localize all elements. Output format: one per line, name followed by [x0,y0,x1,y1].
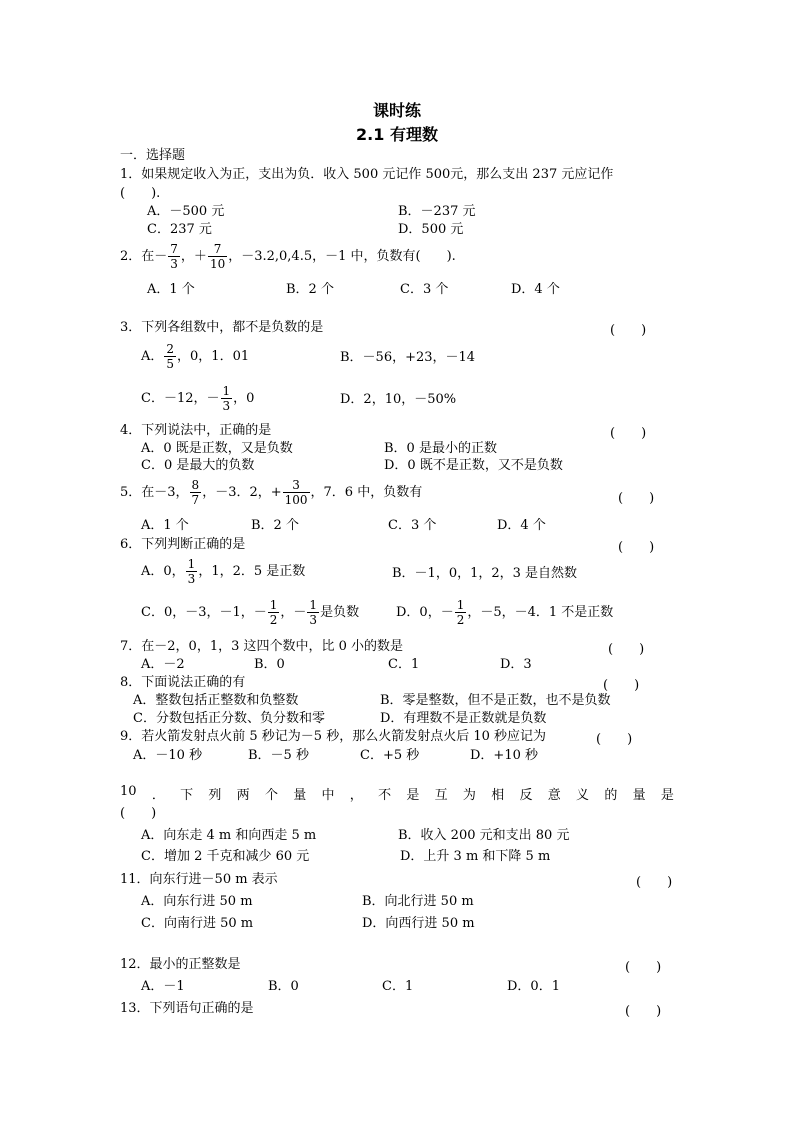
q3-option-b: B．－56，+23，－14 [340,350,476,365]
page-title: 课时练 [372,101,421,120]
fraction: $\frac{8}{7}$ [191,478,200,507]
q2-option-a: A．1 个 [147,282,195,297]
fraction: $\frac{1}{2}$ [269,598,278,627]
q13-stem: 13．下列语句正确的是 [120,1001,254,1016]
q1-option-b: B．－237 元 [398,204,476,219]
q5-option-a: A．1 个 [141,518,189,533]
fraction: $\frac{7}{3}$ [170,242,178,271]
q9-option-c: C．+5 秒 [360,748,420,763]
q12-option-c: C．1 [382,979,414,994]
q10-stem-char: ， [349,788,363,803]
q5-option-d: D．4 个 [497,518,546,533]
q12-stem: 12．最小的正整数是 [120,957,241,972]
q3-option-c: C．－12，－ $\frac{1}{3}$ ，0 [141,384,255,413]
q10-stem [120,784,674,803]
fraction: $\frac{2}{5}$ [166,342,175,371]
q10-stem-char: 下 [180,788,194,803]
q10-stem-char: 中 [321,788,335,803]
q1-option-a: A．－500 元 [147,204,225,219]
q4-option-a: A．0 既是正数，又是负数 [141,441,293,456]
q2-stem: 2．在－ $\frac{7}{3}$ ，＋ $\frac{7}{10}$ ，－3.2,0,4.5，－1 中，负数有( ). [120,242,456,271]
q12-option-d: D．0．1 [507,979,560,994]
fraction: $\frac{3}{100}$ [284,478,308,507]
q9-stem: 9．若火箭发射点火前 5 秒记为－5 秒，那么火箭发射点火后 10 秒应记为 [120,729,547,744]
q3-stem: 3．下列各组数中，都不是负数的是 [120,320,324,335]
q6-stem: 6．下列判断正确的是 [120,537,246,552]
q12-option-a: A．－1 [141,979,185,994]
q10-stem-char: 量 [632,788,646,803]
fraction: $\frac{1}{3}$ [309,598,318,627]
q10-stem-char: 不 [378,788,392,803]
q2-option-b: B．2 个 [286,282,334,297]
q12-option-b: B．0 [268,979,299,994]
q7-paren: ( ) [608,642,645,657]
q5-option-b: B．2 个 [251,518,299,533]
q8-option-b: B．零是整数，但不是正数，也不是负数 [380,693,611,708]
page-subtitle: 2.1 有理数 [356,125,438,144]
q1-option-c: C．237 元 [147,222,212,237]
q8-stem: 8．下面说法正确的有 [120,675,246,690]
q7-option-c: C．1 [388,657,420,672]
q10-stem-char: 量 [293,788,307,803]
q8-option-d: D．有理数不是正数就是负数 [380,711,547,726]
q11-option-b: B．向北行进 50 m [362,894,474,909]
q4-paren: ( ) [610,426,647,441]
q7-option-b: B．0 [254,657,285,672]
q11-option-d: D．向西行进 50 m [362,916,475,931]
q5-option-c: C．3 个 [388,518,437,533]
q10-option-c: C．增加 2 千克和减少 60 元 [141,849,310,864]
q4-option-c: C．0 是最大的负数 [141,458,255,473]
q2-option-c: C．3 个 [400,282,449,297]
q7-option-a: A．－2 [141,657,185,672]
q10-stem-char: 是 [406,788,420,803]
q10-stem-char: 的 [604,788,618,803]
q2-option-d: D．4 个 [511,282,560,297]
q9-option-d: D．+10 秒 [470,748,538,763]
q13-paren: ( ) [625,1004,662,1019]
q10-stem-char: ． [151,788,165,803]
q12-paren: ( ) [625,960,662,975]
q11-stem: 11．向东行进－50 m 表示 [120,872,278,887]
q6-option-a: A．0， $\frac{1}{3}$ ，1，2．5 是正数 [141,557,306,586]
q10-stem-char: 个 [264,788,278,803]
q4-option-d: D．0 既不是正数，又不是负数 [384,458,563,473]
q10-stem-char: 为 [462,788,476,803]
q9-paren: ( ) [596,732,633,747]
q4-option-b: B．0 是最小的正数 [384,441,497,456]
q10-option-a: A．向东走 4 m 和向西走 5 m [141,828,317,843]
q9-option-b: B．－5 秒 [248,748,309,763]
q11-paren: ( ) [636,875,673,890]
q7-stem: 7．在－2，0，1，3 这四个数中，比 0 小的数是 [120,639,404,654]
q1-stem: 1．如果规定收入为正，支出为负．收入 500 元记作 500元，那么支出 237 元应记作 [120,167,614,182]
q6-option-c: C．0，－3，－1，－ $\frac{1}{2}$ ，－ $\frac{1}{3}$ 是负数 [141,598,360,627]
q7-option-d: D．3 [500,657,532,672]
q4-stem: 4．下列说法中，正确的是 [120,423,272,438]
q1-option-d: D．500 元 [398,222,464,237]
q3-option-d: D．2，10，－50% [340,392,457,407]
q8-paren: ( ) [603,678,640,693]
q10-stem-char: 两 [236,788,250,803]
q8-option-c: C．分数包括正分数、负分数和零 [133,711,325,726]
q9-option-a: A．－10 秒 [133,748,203,763]
q10-stem-char: 互 [434,788,448,803]
q6-paren: ( ) [618,540,655,555]
q5-stem: 5．在－3， $\frac{8}{7}$ ，－3．2，+ $\frac{3}{100}$ ，7．6 中，负数有 [120,478,423,507]
q3-option-a: A． $\frac{2}{5}$ ，0，1．01 [141,342,250,371]
q10-stem-char: 意 [547,788,561,803]
q10-option-d: D．上升 3 m 和下降 5 m [400,849,551,864]
fraction: $\frac{1}{3}$ [222,384,231,413]
fraction: $\frac{7}{10}$ [209,242,226,271]
q6-option-b: B．－1，0，1，2，3 是自然数 [392,566,578,581]
q10-stem-char: 反 [519,788,533,803]
q10-stem-char: 列 [208,788,222,803]
q1-paren: ( ). [120,186,161,201]
q10-stem-char: 义 [576,788,590,803]
q8-option-a: A．整数包括正整数和负整数 [133,693,299,708]
q6-option-d: D．0，－ $\frac{1}{2}$ ，－5，－4．1 不是正数 [396,598,614,627]
q11-option-a: A．向东行进 50 m [141,894,253,909]
fraction: $\frac{1}{2}$ [456,598,465,627]
q10-stem-char: 相 [491,788,505,803]
q10-stem-char: 10 [120,784,137,799]
q5-paren: ( ) [618,491,655,506]
q11-option-c: C．向南行进 50 m [141,916,254,931]
q10-option-b: B．收入 200 元和支出 80 元 [398,828,570,843]
q10-stem-char: 是 [660,788,674,803]
fraction: $\frac{1}{3}$ [187,557,196,586]
q3-paren: ( ) [610,323,647,338]
section-heading: 一．选择题 [120,148,186,163]
q10-paren: ( ) [120,806,157,821]
